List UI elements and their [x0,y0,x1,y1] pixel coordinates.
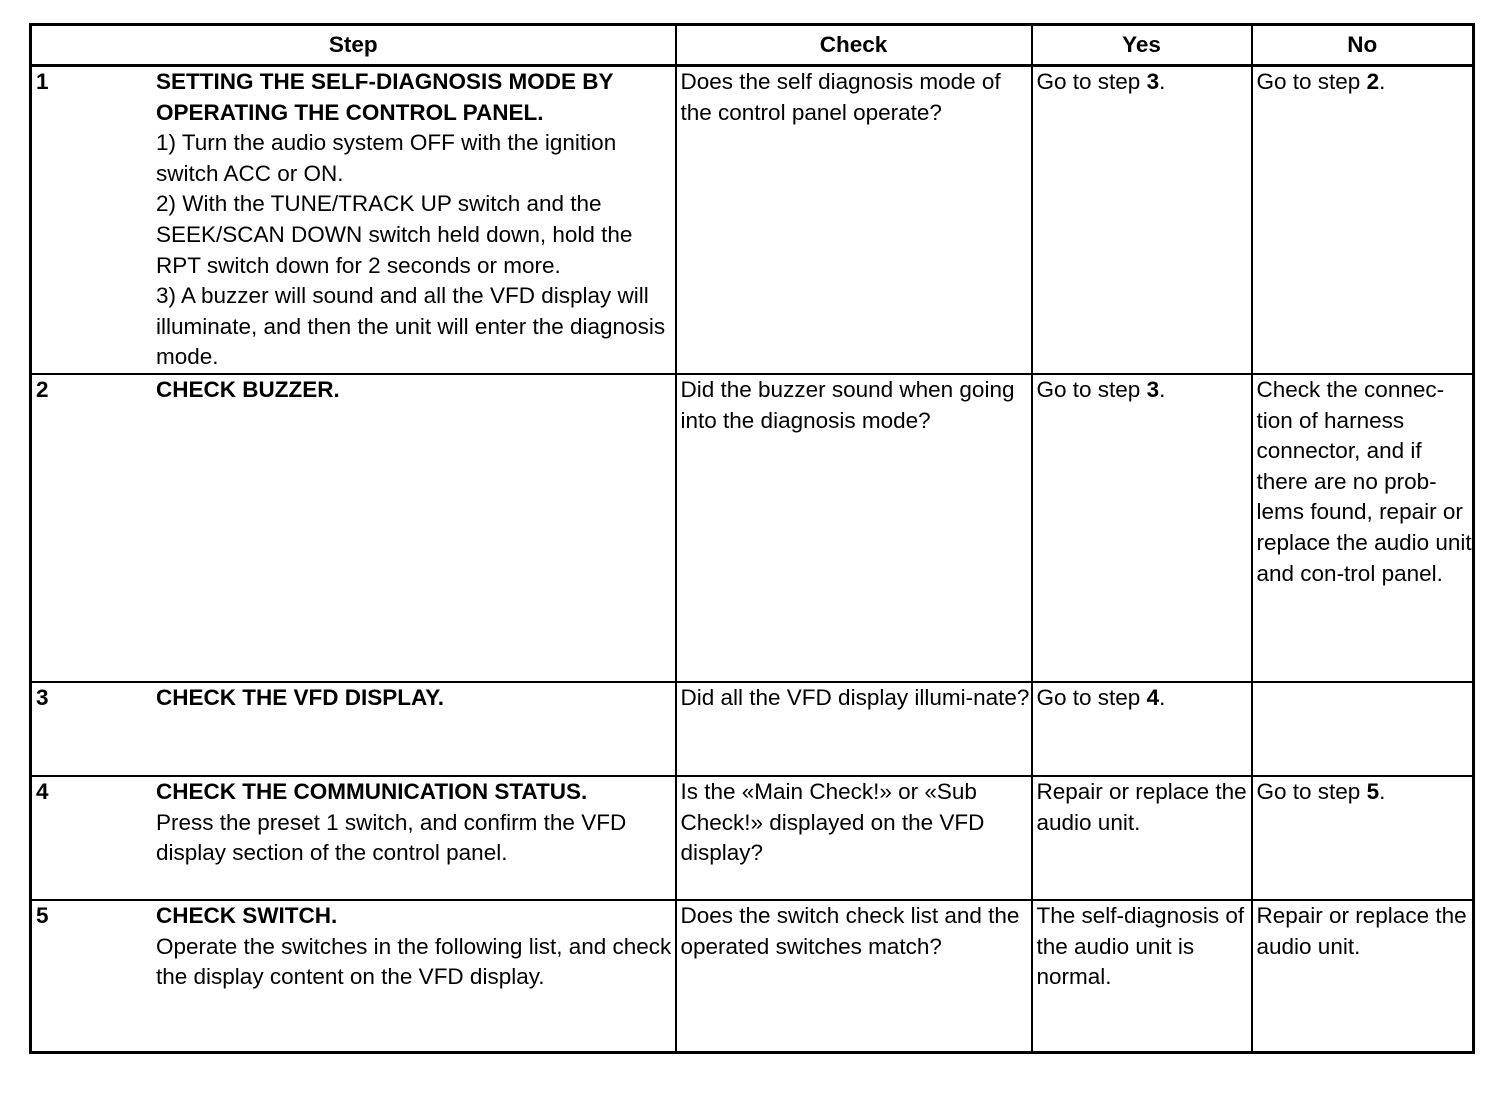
table-row [31,682,1474,776]
step-instruction: Press the preset 1 switch, and confirm the VFD display section of the control panel. [156,809,627,866]
check-cell: Did all the VFD display illumi-nate? [676,682,1032,776]
no-suffix: . [1379,69,1386,94]
header-no: No [1252,25,1474,66]
check-cell: Is the «Main Check!» or «Sub Check!» displayed on the VFD display? [676,776,1032,900]
table-row [31,374,1474,682]
no-step-ref: 5 [1366,779,1380,804]
step-cell [31,66,676,375]
no-suffix: . [1379,779,1386,804]
table-row [31,776,1474,900]
diagnosis-table [29,23,1475,1054]
no-cell: Repair or replace the audio unit. [1252,900,1474,1053]
step-title: SETTING THE SELF-DIAGNOSIS MODE BY OPERATING THE CONTROL PANEL. [156,69,614,125]
yes-cell [1032,682,1252,776]
yes-cell: The self-diagnosis of the audio unit is normal. [1032,900,1252,1053]
no-prefix: Go to step [1256,779,1367,804]
header-step: Step [31,25,676,66]
table-row [31,900,1474,1053]
step-title: CHECK SWITCH. [156,903,338,928]
yes-prefix: Go to step [1036,685,1147,710]
step-number: 2 [36,377,49,402]
no-cell: Check the connec-tion of harness connector, and if there are no prob-lems found, repair or replace the audio unit and con-trol panel. [1252,374,1474,682]
step-cell [31,374,676,682]
no-cell [1252,776,1474,900]
table-header-row [31,25,1474,66]
header-check: Check [676,25,1032,66]
yes-suffix: . [1159,69,1166,94]
step-number: 4 [36,779,49,804]
yes-suffix: . [1159,685,1166,710]
step-instruction: 3) A buzzer will sound and all the VFD display will illuminate, and then the unit will enter the diagnosis mode. [156,283,666,370]
step-instruction: Operate the switches in the following list, and check the display content on the VFD display. [156,933,672,990]
yes-suffix: . [1159,377,1166,402]
step-number: 5 [36,903,49,928]
table-row [31,66,1474,375]
step-title: CHECK THE COMMUNICATION STATUS. [156,779,588,804]
step-instruction: 2) With the TUNE/TRACK UP switch and the SEEK/SCAN DOWN switch held down, hold the RPT switch down for 2 seconds or more. [156,191,633,278]
yes-prefix: Go to step [1036,377,1147,402]
header-yes: Yes [1032,25,1252,66]
no-cell [1252,66,1474,375]
no-cell [1252,682,1474,776]
step-cell [31,776,676,900]
step-cell [31,682,676,776]
no-prefix: Go to step [1256,69,1367,94]
step-instruction: 1) Turn the audio system OFF with the ignition switch ACC or ON. [156,130,617,186]
yes-cell: Repair or replace the audio unit. [1032,776,1252,900]
check-cell: Did the buzzer sound when going into the diagnosis mode? [676,374,1032,682]
yes-cell [1032,374,1252,682]
step-title: CHECK BUZZER. [156,377,340,402]
yes-step-ref: 3 [1146,69,1160,94]
yes-step-ref: 4 [1146,685,1160,710]
no-step-ref: 2 [1366,69,1380,94]
check-cell: Does the self diagnosis mode of the control panel operate? [676,66,1032,375]
step-number: 3 [36,685,49,710]
check-cell: Does the switch check list and the operated switches match? [676,900,1032,1053]
yes-cell [1032,66,1252,375]
step-cell [31,900,676,1053]
yes-prefix: Go to step [1036,69,1147,94]
step-title: CHECK THE VFD DISPLAY. [156,685,444,710]
yes-step-ref: 3 [1146,377,1160,402]
step-number: 1 [36,69,49,94]
